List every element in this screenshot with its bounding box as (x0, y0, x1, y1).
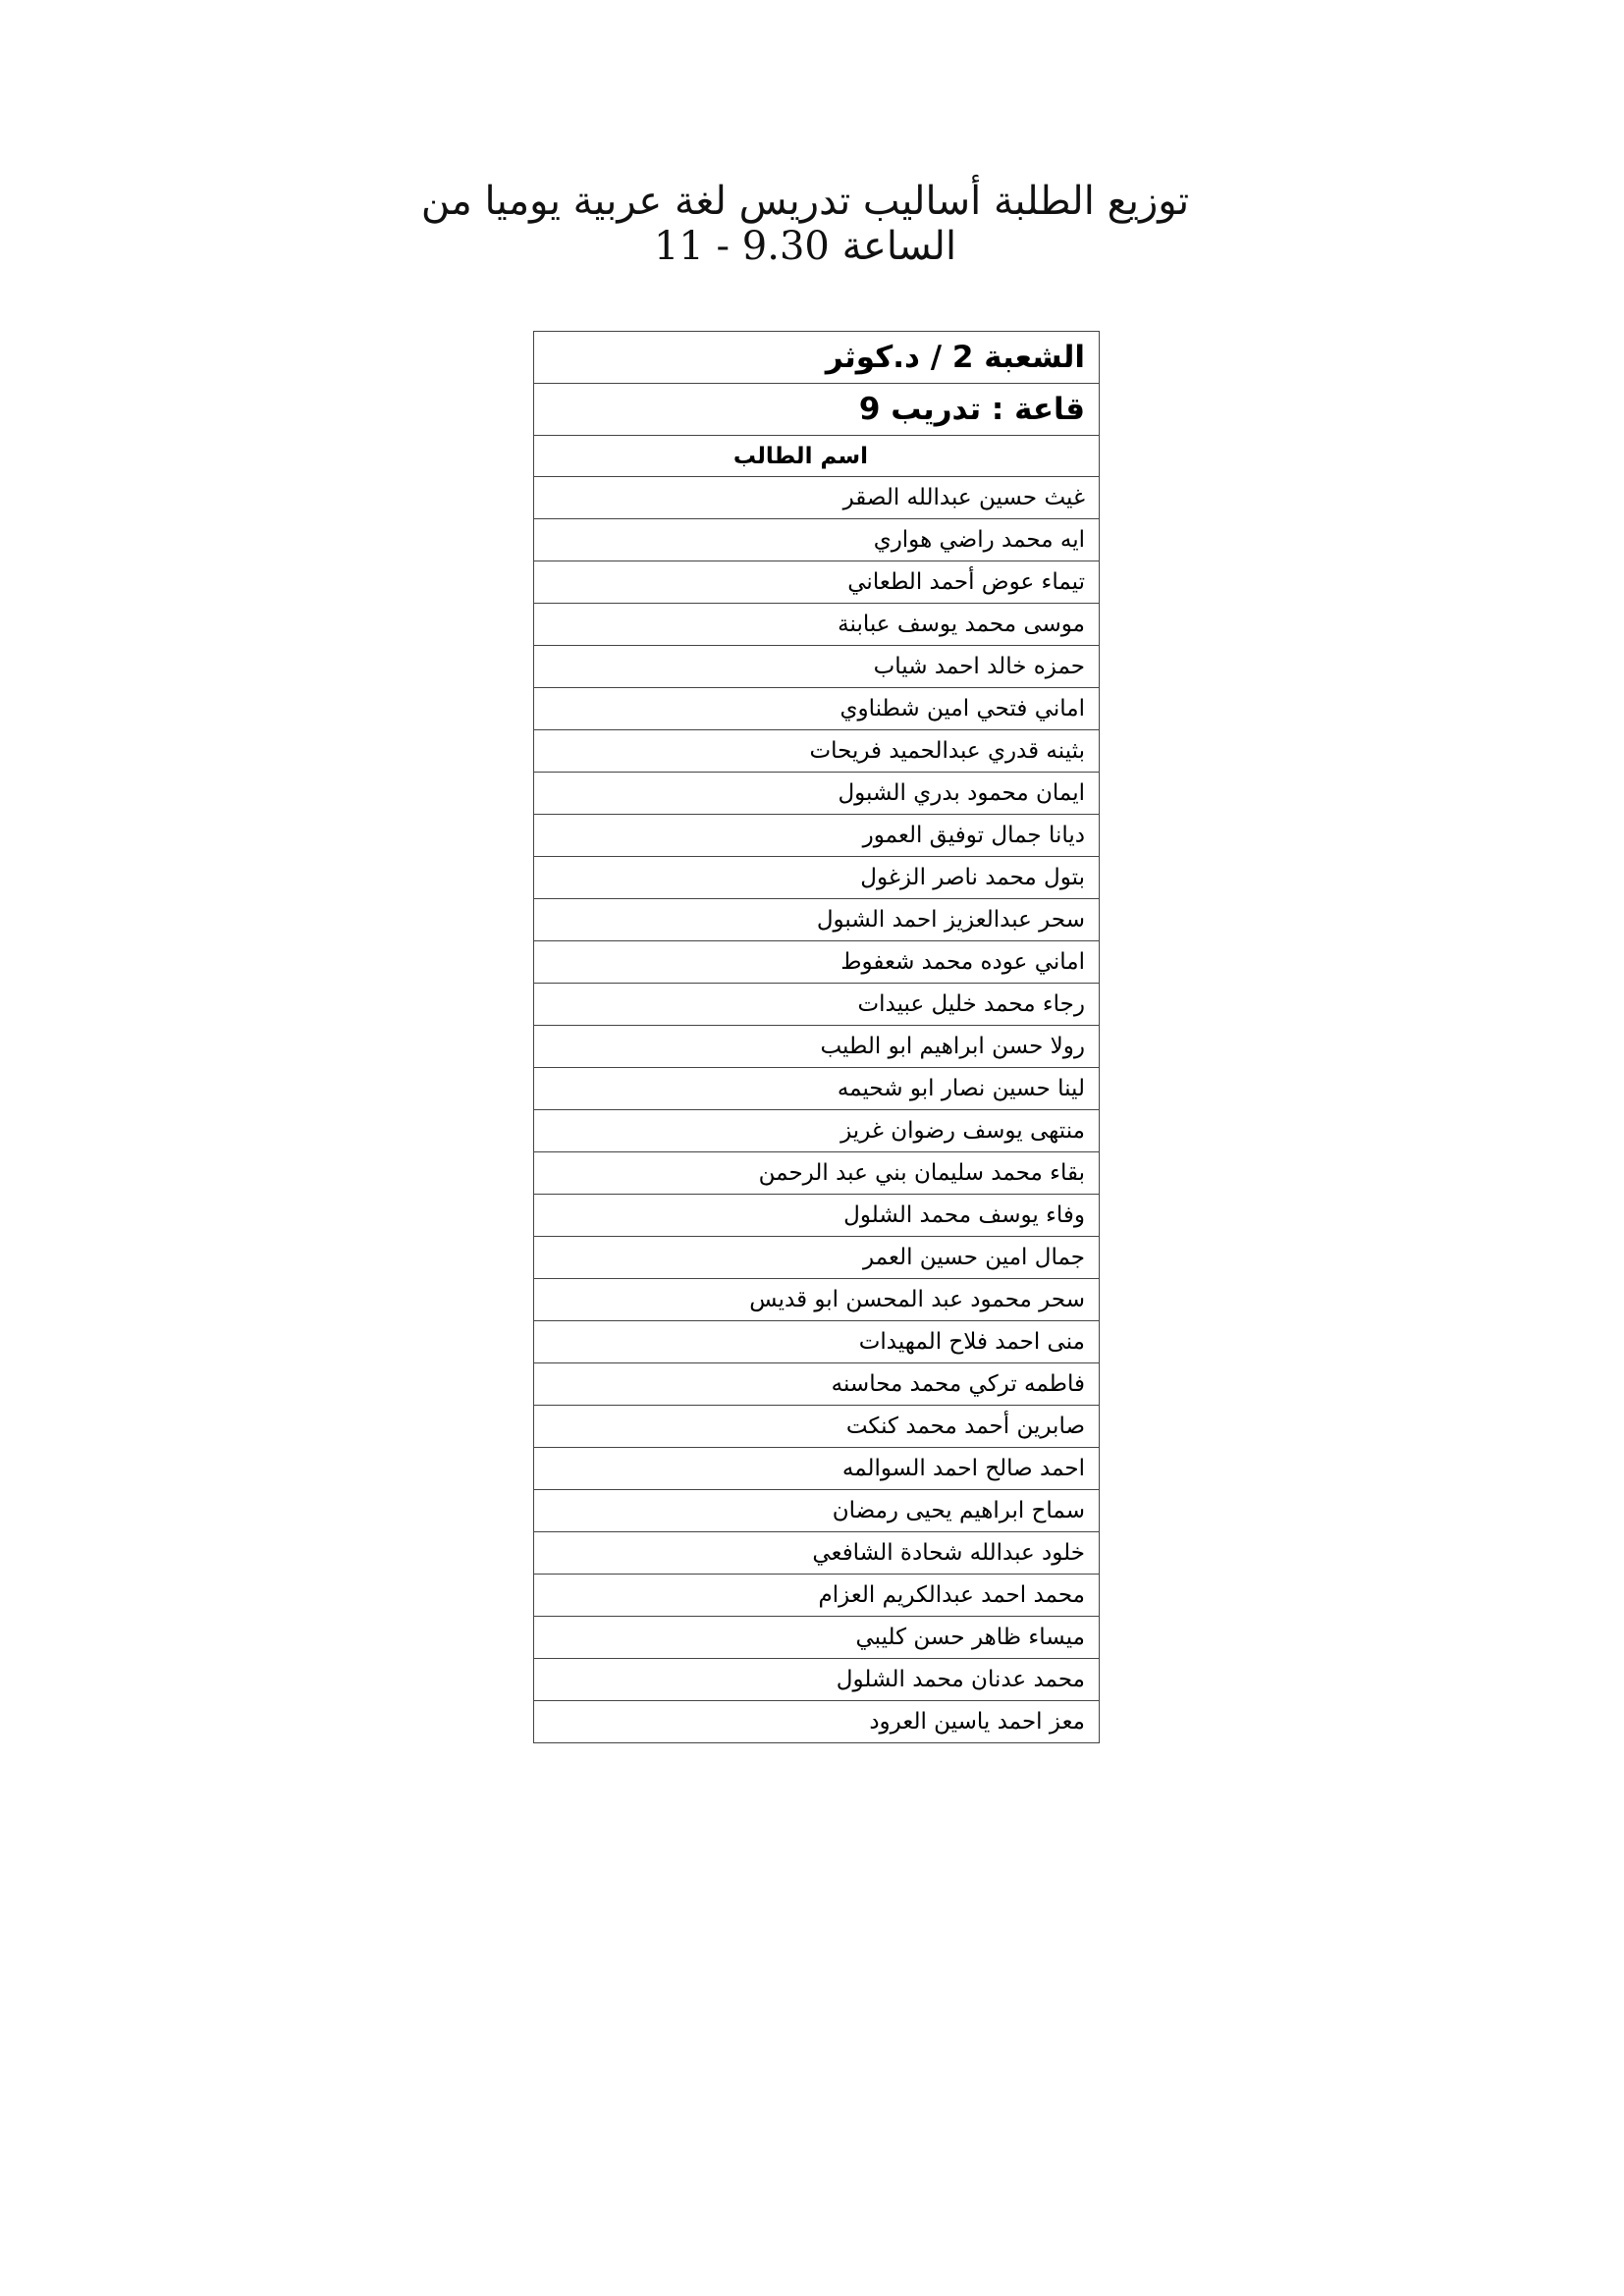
student-name: تيماء عوض أحمد الطعاني (534, 561, 1100, 604)
table-row (534, 1068, 1100, 1110)
student-name: منتهى يوسف رضوان غريز (534, 1110, 1100, 1152)
table-row (534, 984, 1100, 1026)
table-row (534, 1110, 1100, 1152)
table-row (534, 815, 1100, 857)
student-name: بتول محمد ناصر الزغول (534, 857, 1100, 899)
student-name: احمد صالح احمد السوالمه (534, 1448, 1100, 1490)
table-row (534, 1701, 1100, 1743)
student-name: جمال امين حسين العمر (534, 1237, 1100, 1279)
table-row (534, 773, 1100, 815)
student-name: ايه محمد راضي هواري (534, 519, 1100, 561)
student-name: حمزه خالد احمد شياب (534, 646, 1100, 688)
student-name: ميساء ظاهر حسن كليبي (534, 1617, 1100, 1659)
student-name-column-header: اسم الطالب (534, 436, 1100, 477)
student-name: بثينه قدري عبدالحميد فريحات (534, 730, 1100, 773)
student-name: بقاء محمد سليمان بني عبد الرحمن (534, 1152, 1100, 1195)
student-name: محمد عدنان محمد الشلول (534, 1659, 1100, 1701)
table-row (534, 1532, 1100, 1575)
table-row (534, 477, 1100, 519)
student-name: سحر محمود عبد المحسن ابو قديس (534, 1279, 1100, 1321)
table-row (534, 1195, 1100, 1237)
table-row (534, 688, 1100, 730)
document-title: توزيع الطلبة أساليب تدريس لغة عربية يوميا من الساعة 9.30 - 11 (420, 179, 1190, 269)
column-header-row (534, 436, 1100, 477)
table-row (534, 604, 1100, 646)
table-row (534, 899, 1100, 941)
room-label: قاعة : تدريب 9 (534, 384, 1100, 436)
table-row (534, 1448, 1100, 1490)
table-row (534, 519, 1100, 561)
table-row (534, 1490, 1100, 1532)
student-name: وفاء يوسف محمد الشلول (534, 1195, 1100, 1237)
student-name: فاطمه تركي محمد محاسنه (534, 1363, 1100, 1406)
student-name: لينا حسين نصار ابو شحيمه (534, 1068, 1100, 1110)
table-row (534, 1237, 1100, 1279)
table-row (534, 1321, 1100, 1363)
table-row (534, 561, 1100, 604)
table-row (534, 1279, 1100, 1321)
section-header: الشعبة 2 / د.كوثر (534, 332, 1100, 384)
student-name: محمد احمد عبدالكريم العزام (534, 1575, 1100, 1617)
room-row (534, 384, 1100, 436)
student-name: رجاء محمد خليل عبيدات (534, 984, 1100, 1026)
student-roster-table (533, 331, 1100, 1743)
section-header-row (534, 332, 1100, 384)
student-name: سحر عبدالعزيز احمد الشبول (534, 899, 1100, 941)
table-row (534, 1363, 1100, 1406)
student-name: رولا حسن ابراهيم ابو الطيب (534, 1026, 1100, 1068)
student-name: موسى محمد يوسف عبابنة (534, 604, 1100, 646)
table-row (534, 646, 1100, 688)
student-name: ايمان محمود بدري الشبول (534, 773, 1100, 815)
table-row (534, 1575, 1100, 1617)
student-name: اماني عوده محمد شعفوط (534, 941, 1100, 984)
student-name: معز احمد ياسين العرود (534, 1701, 1100, 1743)
table-row (534, 1406, 1100, 1448)
student-name: خلود عبدالله شحادة الشافعي (534, 1532, 1100, 1575)
student-name: اماني فتحي امين شطناوي (534, 688, 1100, 730)
table-row (534, 1617, 1100, 1659)
student-name: صابرين أحمد محمد كنكت (534, 1406, 1100, 1448)
student-name: منى احمد فلاح المهيدات (534, 1321, 1100, 1363)
table-row (534, 857, 1100, 899)
student-name: ديانا جمال توفيق العمور (534, 815, 1100, 857)
table-row (534, 1659, 1100, 1701)
student-name: غيث حسين عبدالله الصقر (534, 477, 1100, 519)
table-row (534, 1152, 1100, 1195)
table-row (534, 941, 1100, 984)
student-name: سماح ابراهيم يحيى رمضان (534, 1490, 1100, 1532)
table-row (534, 730, 1100, 773)
table-row (534, 1026, 1100, 1068)
